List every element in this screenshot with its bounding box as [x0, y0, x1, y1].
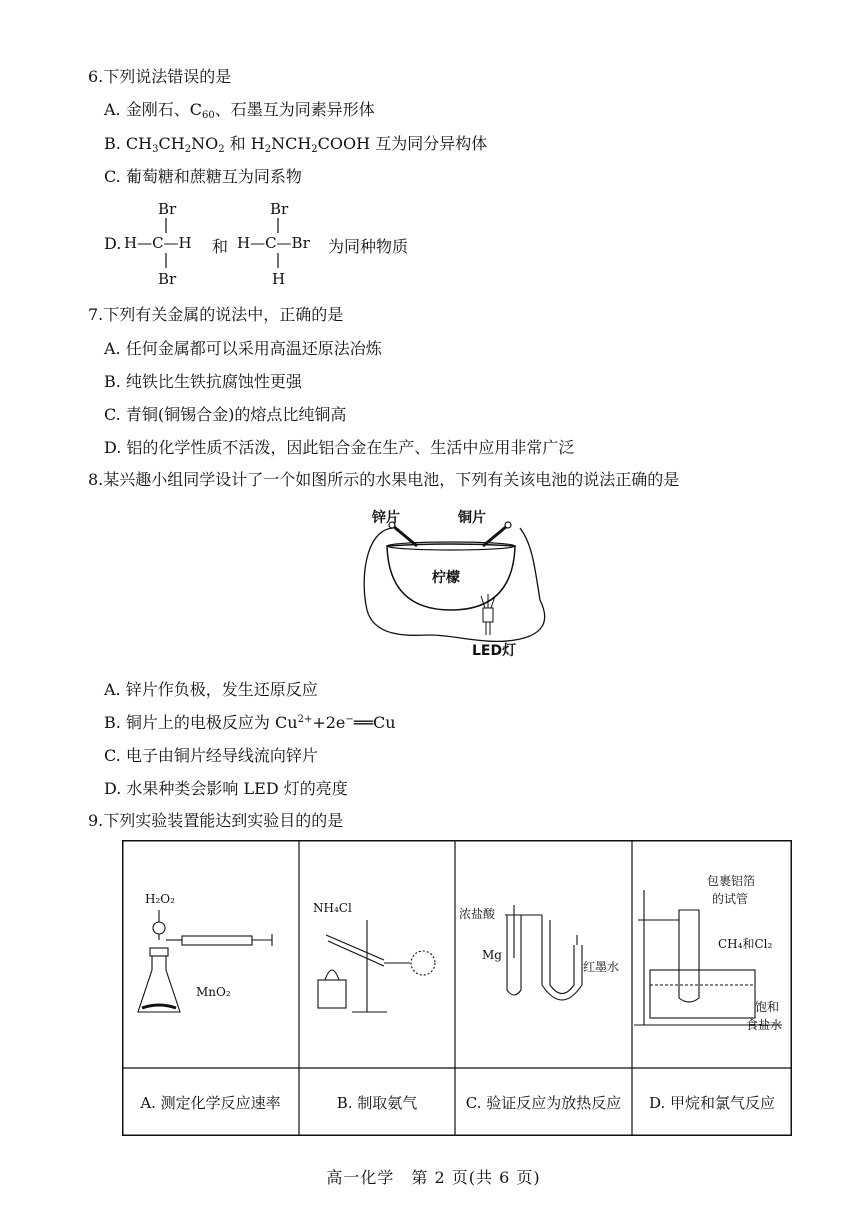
q8-option-d: D. 水果种类会影响 LED 灯的亮度 — [104, 779, 348, 798]
q6-option-b: B. $CH_3CH_2NO_2$ 和 $H_2NCH_2COOH$ 互为同分异构体 — [104, 134, 488, 155]
caption-c: C. 验证反应为放热反应 — [465, 1094, 622, 1112]
q7-option-a: A. 任何金属都可以采用高温还原法冶炼 — [104, 339, 382, 358]
label-brine-2: 食盐水 — [746, 1018, 783, 1032]
q7-stem: 7.下列有关金属的说法中，正确的是 — [88, 305, 344, 324]
label-foil-tube-2: 的试管 — [712, 892, 749, 906]
struct-left-mid: H—C—H — [124, 234, 192, 252]
struct-left-bottom: Br — [158, 270, 177, 288]
label-led: LED灯 — [472, 643, 517, 659]
label-hcl: 浓盐酸 — [459, 907, 496, 921]
q7-option-b: B. 纯铁比生铁抗腐蚀性更强 — [104, 372, 302, 391]
label-lemon: 柠檬 — [432, 570, 460, 586]
caption-d: D. 甲烷和氯气反应 — [648, 1094, 776, 1112]
q6-stem: 6.下列说法错误的是 — [88, 67, 232, 86]
q6-option-c: C. 葡萄糖和蔗糖互为同系物 — [104, 167, 302, 186]
label-mno2: MnO₂ — [196, 985, 231, 999]
option-d-suffix: 为同种物质 — [328, 237, 409, 256]
apparatus-b — [318, 920, 435, 1012]
q7-option-d: D. 铝的化学性质不活泼，因此铝合金在生产、生活中应用非常广泛 — [104, 438, 575, 457]
q8-stem: 8.某兴趣小组同学设计了一个如图所示的水果电池，下列有关该电池的说法正确的是 — [88, 470, 680, 489]
q6-option-a: A. 金刚石、$C_{60}$、石墨互为同素异形体 — [104, 100, 375, 121]
q8-option-b: B. 铜片上的电极反应为 $Cu^{2+}+2e^-══Cu$ — [104, 713, 396, 732]
q7-option-c: C. 青铜(铜锡合金)的熔点比纯铜高 — [104, 405, 347, 424]
struct-right-bottom: H — [272, 270, 286, 288]
label-mg: Mg — [482, 948, 502, 962]
label-nh4cl: NH₄Cl — [313, 901, 352, 915]
option-d-and: 和 — [212, 237, 229, 256]
struct-right-top: Br — [270, 200, 289, 218]
page-footer: 高一化学 第 2 页(共 6 页) — [326, 1168, 541, 1187]
label-zinc: 锌片 — [372, 510, 400, 526]
caption-b: B. 制取氨气 — [336, 1094, 418, 1112]
struct-right-mid: H—C—Br — [237, 234, 310, 252]
apparatus-c — [505, 905, 582, 1000]
label-h2o2: H₂O₂ — [145, 892, 175, 906]
struct-left-top: Br — [158, 200, 177, 218]
label-copper: 铜片 — [458, 510, 486, 526]
label-gas: CH₄和Cl₂ — [718, 937, 773, 951]
caption-a: A. 测定化学反应速率 — [140, 1094, 281, 1112]
option-d-prefix: D. — [104, 234, 122, 253]
label-brine-1: 饱和 — [755, 1000, 780, 1014]
q9-stem: 9.下列实验装置能达到实验目的的是 — [88, 811, 344, 830]
label-ink: 红墨水 — [583, 960, 620, 974]
q8-option-c: C. 电子由铜片经导线流向锌片 — [104, 746, 318, 765]
q8-option-a: A. 锌片作负极，发生还原反应 — [104, 680, 318, 699]
label-foil-tube-1: 包裹铝箔 — [707, 874, 756, 888]
